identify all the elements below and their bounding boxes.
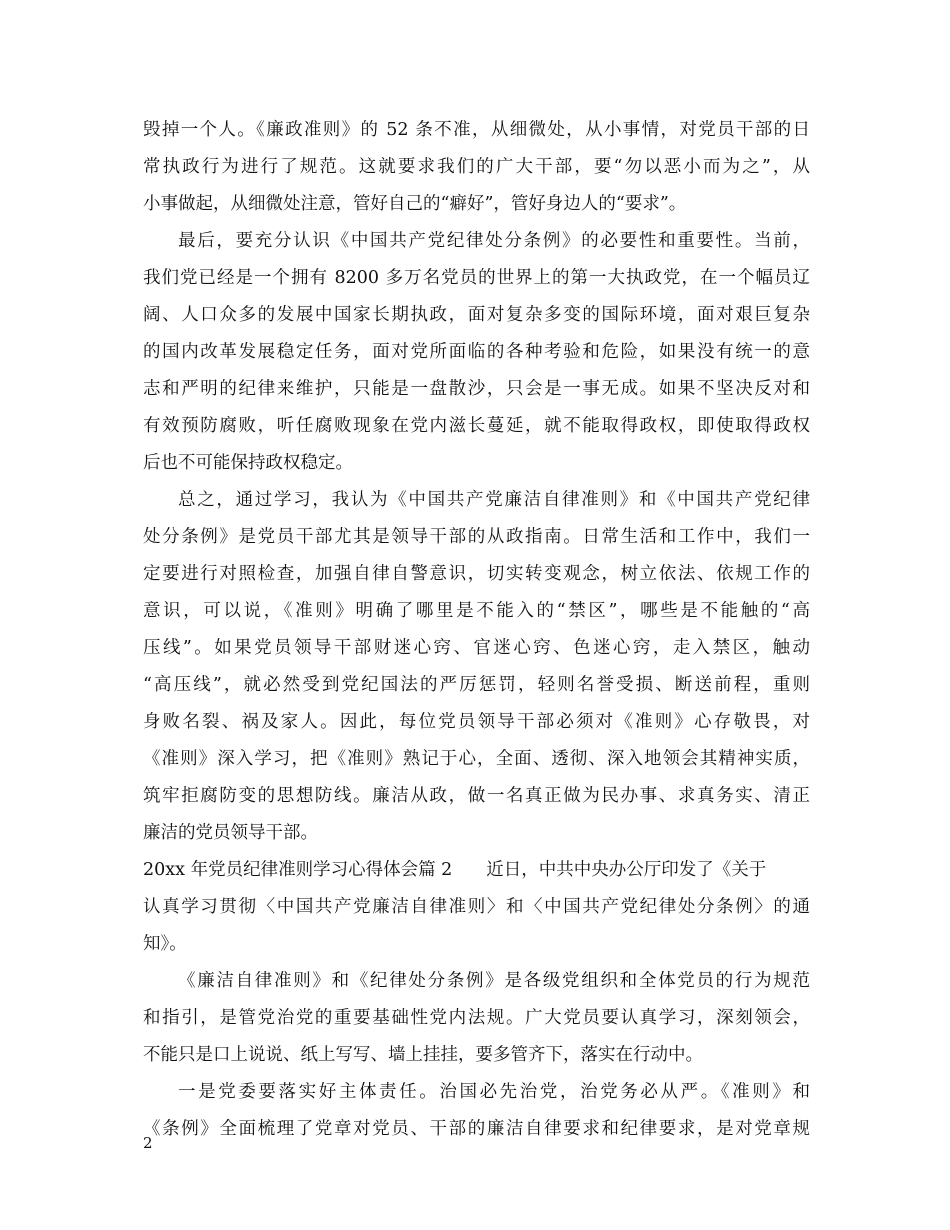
document-body: [143, 112, 810, 1148]
text-line: 廉洁的党员领导干部。: [143, 823, 318, 843]
text-line: 《廉洁自律准则》和《纪律处分条例》是各级党组织和全体党员的行为规范: [178, 971, 810, 991]
text-line: 志和严明的纪律来维护，只能是一盘散沙，只会是一事无成。如果不坚决反对和: [143, 379, 810, 399]
section-lead-text: 近日，中共中央办公厅印发了《关于: [486, 860, 767, 880]
text-line: 处分条例》是党员干部尤其是领导干部的从政指南。日常生活和工作中，我们一: [143, 527, 810, 547]
section-heading-line: [143, 852, 810, 889]
text-line: 认真学习贯彻〈中国共产党廉洁自律准则〉和〈中国共产党纪律处分条例〉的通: [143, 897, 810, 917]
text-line: 小事做起，从细微处注意，管好自己的“癖好”，管好身边人的“要求”。: [143, 194, 687, 214]
text-line: 定要进行对照检查，加强自律自警意识，切实转变观念，树立依法、依规工作的: [143, 564, 810, 584]
text-line: 不能只是口上说说、纸上写写、墙上挂挂，要多管齐下，落实在行动中。: [143, 1045, 703, 1065]
text-line: 《条例》全面梳理了党章对党员、干部的廉洁自律要求和纪律要求，是对党章规: [143, 1119, 810, 1139]
page-number: 2: [143, 1134, 153, 1152]
text-line: 压线”。如果党员领导干部财迷心窍、官迷心窍、色迷心窍，走入禁区，触动: [143, 638, 810, 658]
text-line: 有效预防腐败，听任腐败现象在党内滋长蔓延，就不能取得政权，即使取得政权: [143, 416, 810, 436]
text-line: 后也不可能保持政权稳定。: [143, 453, 353, 473]
text-line: “高压线”，就必然受到党纪国法的严厉惩罚，轻则名誉受损、断送前程，重则: [143, 675, 810, 695]
text-line: 毁掉一个人。《廉政准则》的 52 条不准，从细微处，从小事情，对党员干部的日: [143, 120, 810, 140]
text-line: 总之，通过学习，我认为《中国共产党廉洁自律准则》和《中国共产党纪律: [178, 490, 810, 510]
text-line: 最后，要充分认识《中国共产党纪律处分条例》的必要性和重要性。当前，: [178, 231, 810, 251]
text-line: 阔、人口众多的发展中国家长期执政，面对复杂多变的国际环境，面对艰巨复杂: [143, 305, 810, 325]
text-line: 筑牢拒腐防变的思想防线。廉洁从政，做一名真正做为民办事、求真务实、清正: [143, 786, 810, 806]
text-line: 《准则》深入学习，把《准则》熟记于心，全面、透彻、深入地领会其精神实质，: [143, 749, 810, 769]
text-line: 我们党已经是一个拥有 8200 多万名党员的世界上的第一大执政党，在一个幅员辽: [143, 268, 810, 288]
text-line: 的国内改革发展稳定任务，面对党所面临的各种考验和危险，如果没有统一的意: [143, 342, 810, 362]
text-line: 常执政行为进行了规范。这就要求我们的广大干部，要“勿以恶小而为之”，从: [143, 157, 810, 177]
text-line: 意识，可以说，《准则》明确了哪里是不能入的“禁区”，哪些是不能触的“高: [143, 601, 810, 621]
text-line: 和指引，是管党治党的重要基础性党内法规。广大党员要认真学习，深刻领会，: [143, 1008, 810, 1028]
text-line: 知》。: [143, 934, 187, 954]
section-title: 20xx 年党员纪律准则学习心得体会篇 2: [143, 860, 453, 880]
text-line: 一是党委要落实好主体责任。治国必先治党，治党务必从严。《准则》和: [178, 1082, 810, 1102]
text-line: 身败名裂、祸及家人。因此，每位党员领导干部必须对《准则》心存敬畏，对: [143, 712, 810, 732]
